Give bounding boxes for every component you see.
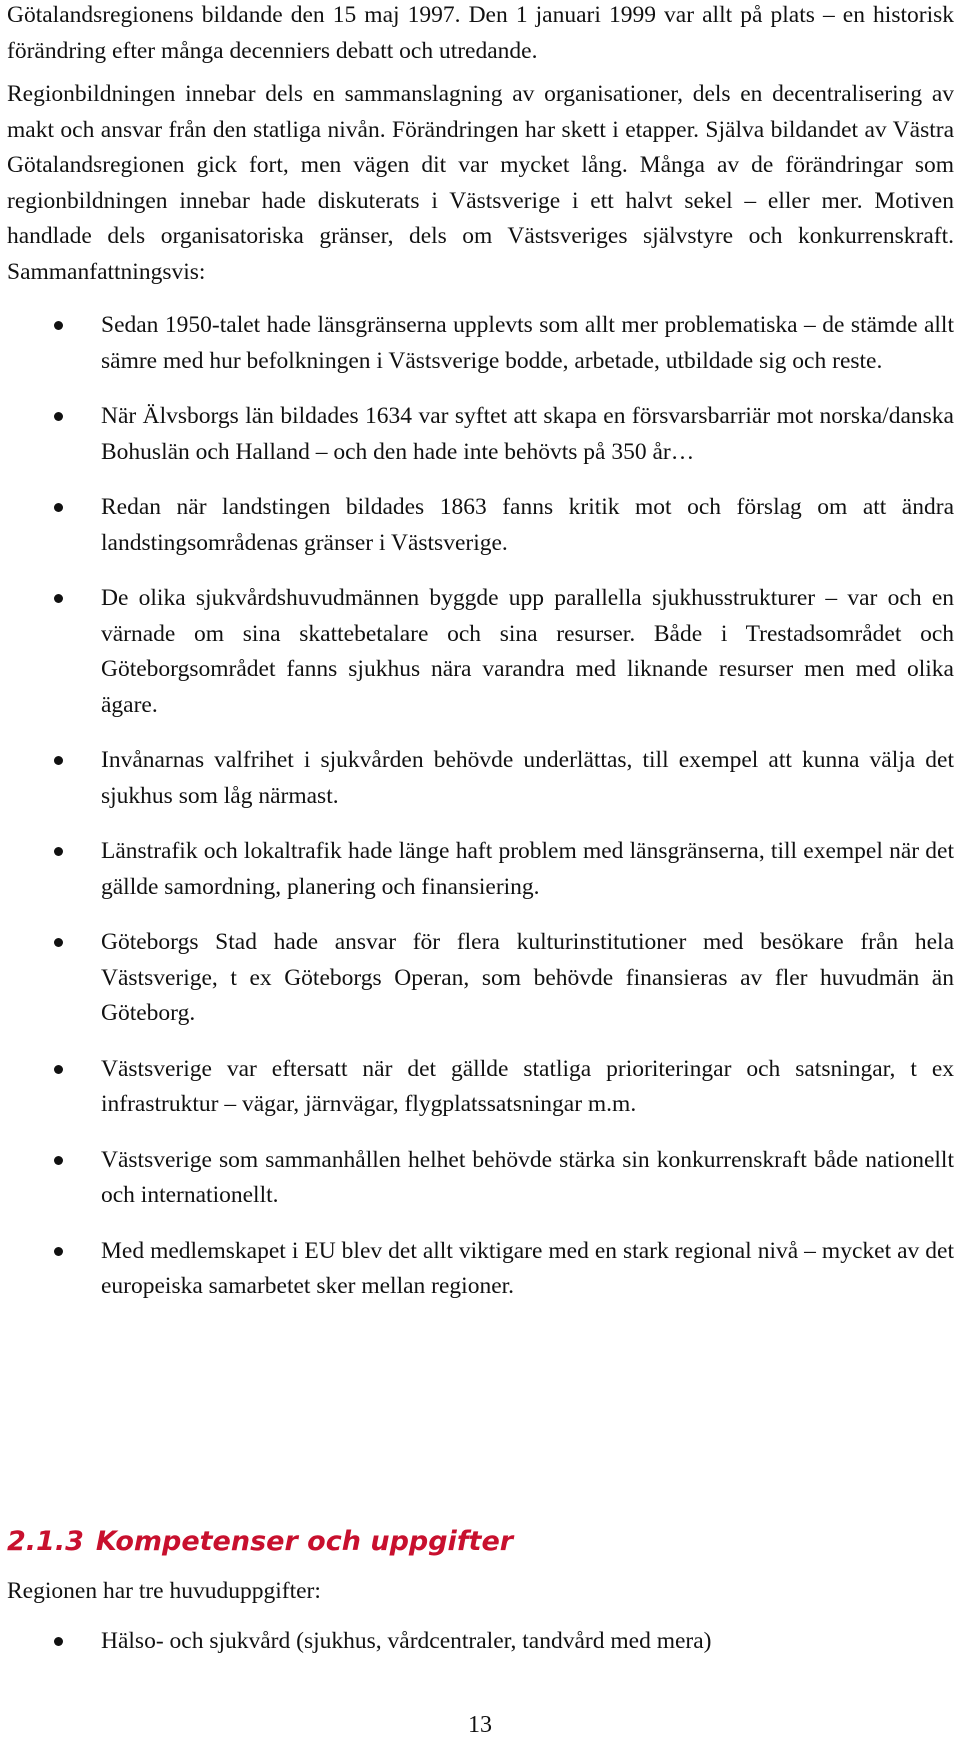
task-list	[7, 1624, 954, 1660]
document-page	[7, 0, 954, 1654]
bullet-icon	[54, 1156, 63, 1165]
section-heading	[7, 1524, 513, 1560]
bullet-icon	[54, 1637, 63, 1646]
bullet-icon	[54, 321, 63, 330]
section-body	[7, 1574, 954, 1679]
intro-paragraph: Götalandsregionens bildande den 15 maj 1997. Den 1 januari 1999 var allt på plats – en historisk förändring efter många decenniers debatt och utredande.	[7, 2, 954, 64]
list-item: Redan när landstingen bildades 1863 fanns kritik mot och förslag om att ändra landstingsområdenas gränser i Västsverige.	[7, 490, 954, 561]
bullet-icon	[54, 412, 63, 421]
page-number: 13	[468, 1712, 492, 1738]
motive-list	[7, 308, 954, 1305]
bullet-icon	[54, 1247, 63, 1256]
section-title: Kompetenser och uppgifter	[95, 1526, 514, 1557]
list-item: När Älvsborgs län bildades 1634 var syftet att skapa en försvarsbarriär mot norska/danska Bohuslän och Halland – och den hade inte behövts på 350 år…	[7, 399, 954, 470]
list-item: Invånarnas valfrihet i sjukvården behövde underlättas, till exempel att kunna välja det sjukhus som låg närmast.	[7, 743, 954, 814]
body-paragraph: Regionbildningen innebar dels en sammanslagning av organisationer, dels en decentralisering av makt och ansvar från den statliga nivån. Förändringen har skett i etapper. Själva bildandet av Västra Götalandsregionen gick fort, men vägen dit var mycket lång. Många av de förändringar som regionbildningen innebar hade diskuterats i Västsverige i ett halvt sekel – eller mer. Motiven handlade dels organisatoriska gränser, dels om Västsveriges självstyre och konkurrenskraft. Sammanfattningsvis:	[7, 81, 954, 285]
bullet-icon	[54, 594, 63, 603]
section-number: 2.1.3	[7, 1526, 84, 1557]
section-intro: Regionen har tre huvuduppgifter:	[7, 1578, 321, 1604]
list-item: Göteborgs Stad hade ansvar för flera kulturinstitutioner med besökare från hela Västsverige, t ex Göteborgs Operan, som behövde finansieras av fler huvudmän än Göteborg.	[7, 925, 954, 1032]
bullet-icon	[54, 938, 63, 947]
list-item: Länstrafik och lokaltrafik hade länge haft problem med länsgränserna, till exempel när det gällde samordning, planering och finansiering.	[7, 834, 954, 905]
list-item: Västsverige som sammanhållen helhet behövde stärka sin konkurrenskraft både nationellt och internationellt.	[7, 1143, 954, 1214]
bullet-icon	[54, 503, 63, 512]
list-item: De olika sjukvårdshuvudmännen byggde upp parallella sjukhusstrukturer – var och en värnade om sina skattebetalare och sina resurser. Både i Trestadsområdet och Göteborgsområdet fanns sjukhus nära varandra med liknande resurser men med olika ägare.	[7, 581, 954, 723]
list-item: Sedan 1950-talet hade länsgränserna upplevts som allt mer problematiska – de stämde allt sämre med hur befolkningen i Västsverige bodde, arbetade, utbildade sig och reste.	[7, 308, 954, 379]
bullet-icon	[54, 847, 63, 856]
list-item: Hälso- och sjukvård (sjukhus, vårdcentraler, tandvård med mera)	[7, 1624, 954, 1660]
list-item: Med medlemskapet i EU blev det allt viktigare med en stark regional nivå – mycket av det europeiska samarbetet sker mellan regioner.	[7, 1234, 954, 1305]
bullet-icon	[54, 756, 63, 765]
bullet-icon	[54, 1065, 63, 1074]
list-item: Västsverige var eftersatt när det gällde statliga prioriteringar och satsningar, t ex infrastruktur – vägar, järnvägar, flygplatssatsningar m.m.	[7, 1052, 954, 1123]
